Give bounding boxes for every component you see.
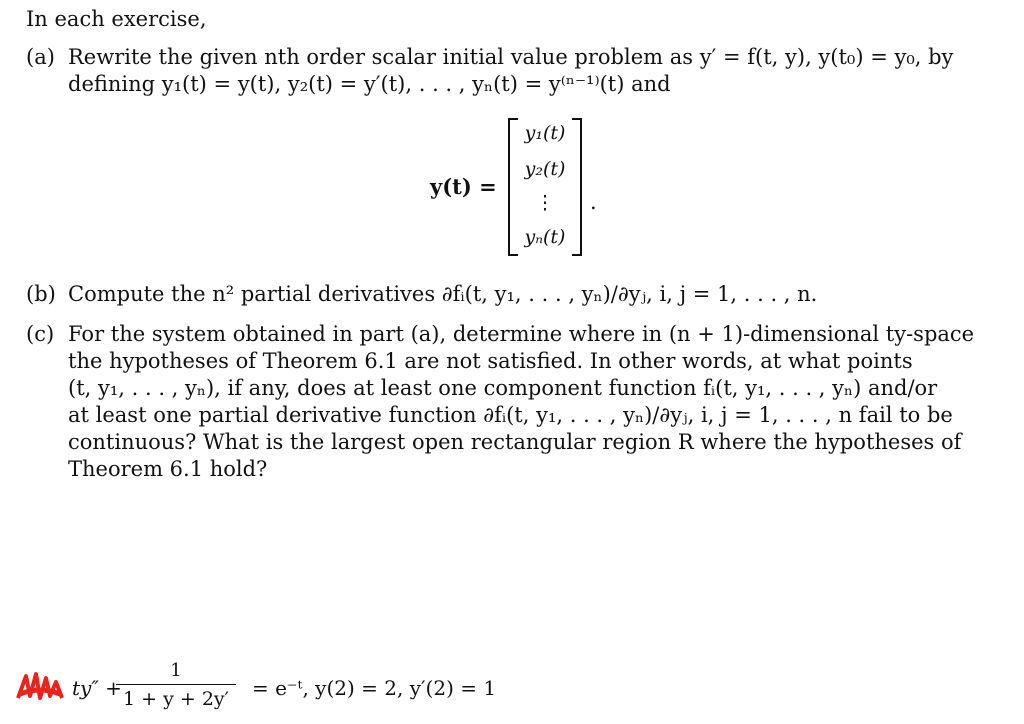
- vector-period: .: [590, 190, 597, 214]
- red-scribble-mark: [14, 668, 66, 704]
- vector-entry: y₁(t): [524, 122, 566, 144]
- part-c-line-6: Theorem 6.1 hold?: [68, 457, 268, 481]
- equation-fraction: [116, 660, 236, 711]
- part-b-label: (b): [26, 282, 56, 306]
- vector-entry: yₙ(t): [524, 226, 566, 248]
- fraction-denominator: 1 + y + 2y′: [123, 688, 229, 710]
- part-c-line-5: continuous? What is the largest open rectangular region R where the hypotheses of: [68, 430, 962, 454]
- intro-text: In each exercise,: [26, 7, 207, 31]
- part-b-text: Compute the n² partial derivatives ∂fᵢ(t, y₁, . . . , yₙ)/∂yⱼ, i, j = 1, . . . , n.: [68, 282, 818, 306]
- fraction-numerator: 1: [170, 660, 182, 681]
- part-c-line-3: (t, y₁, . . . , yₙ), if any, does at least one component function fᵢ(t, y₁, . . . , yₙ) and/or: [68, 376, 938, 400]
- vector-entry: y₂(t): [524, 158, 566, 180]
- equation-left: ty″ +: [72, 676, 122, 700]
- part-c-line-2: the hypotheses of Theorem 6.1 are not satisfied. In other words, at what points: [68, 349, 913, 373]
- fraction-bar: [116, 684, 236, 685]
- equation-right: = e⁻ᵗ, y(2) = 2, y′(2) = 1: [252, 676, 497, 700]
- part-a-label: (a): [26, 45, 55, 69]
- part-a-line-2: defining y₁(t) = y(t), y₂(t) = y′(t), . . . , yₙ(t) = y⁽ⁿ⁻¹⁾(t) and: [68, 72, 671, 96]
- vector-entry: ⋮: [535, 192, 555, 214]
- part-a-line-1: [26, 44, 953, 71]
- part-c-line-1: [26, 321, 974, 348]
- part-c-label: (c): [26, 322, 55, 346]
- part-c-line-4: at least one partial derivative function ∂fᵢ(t, y₁, . . . , yₙ)/∂yⱼ, i, j = 1, . . . , n fail to be: [68, 403, 953, 427]
- part-a-text-1: Rewrite the given nth order scalar initial value problem as y′ = f(t, y), y(t₀) = y₀, by: [68, 45, 954, 69]
- part-c-text-1: For the system obtained in part (a), determine where in (n + 1)-dimensional ty-space: [68, 322, 975, 346]
- part-b-line: [26, 281, 817, 308]
- vector-label: y(t) =: [430, 174, 497, 199]
